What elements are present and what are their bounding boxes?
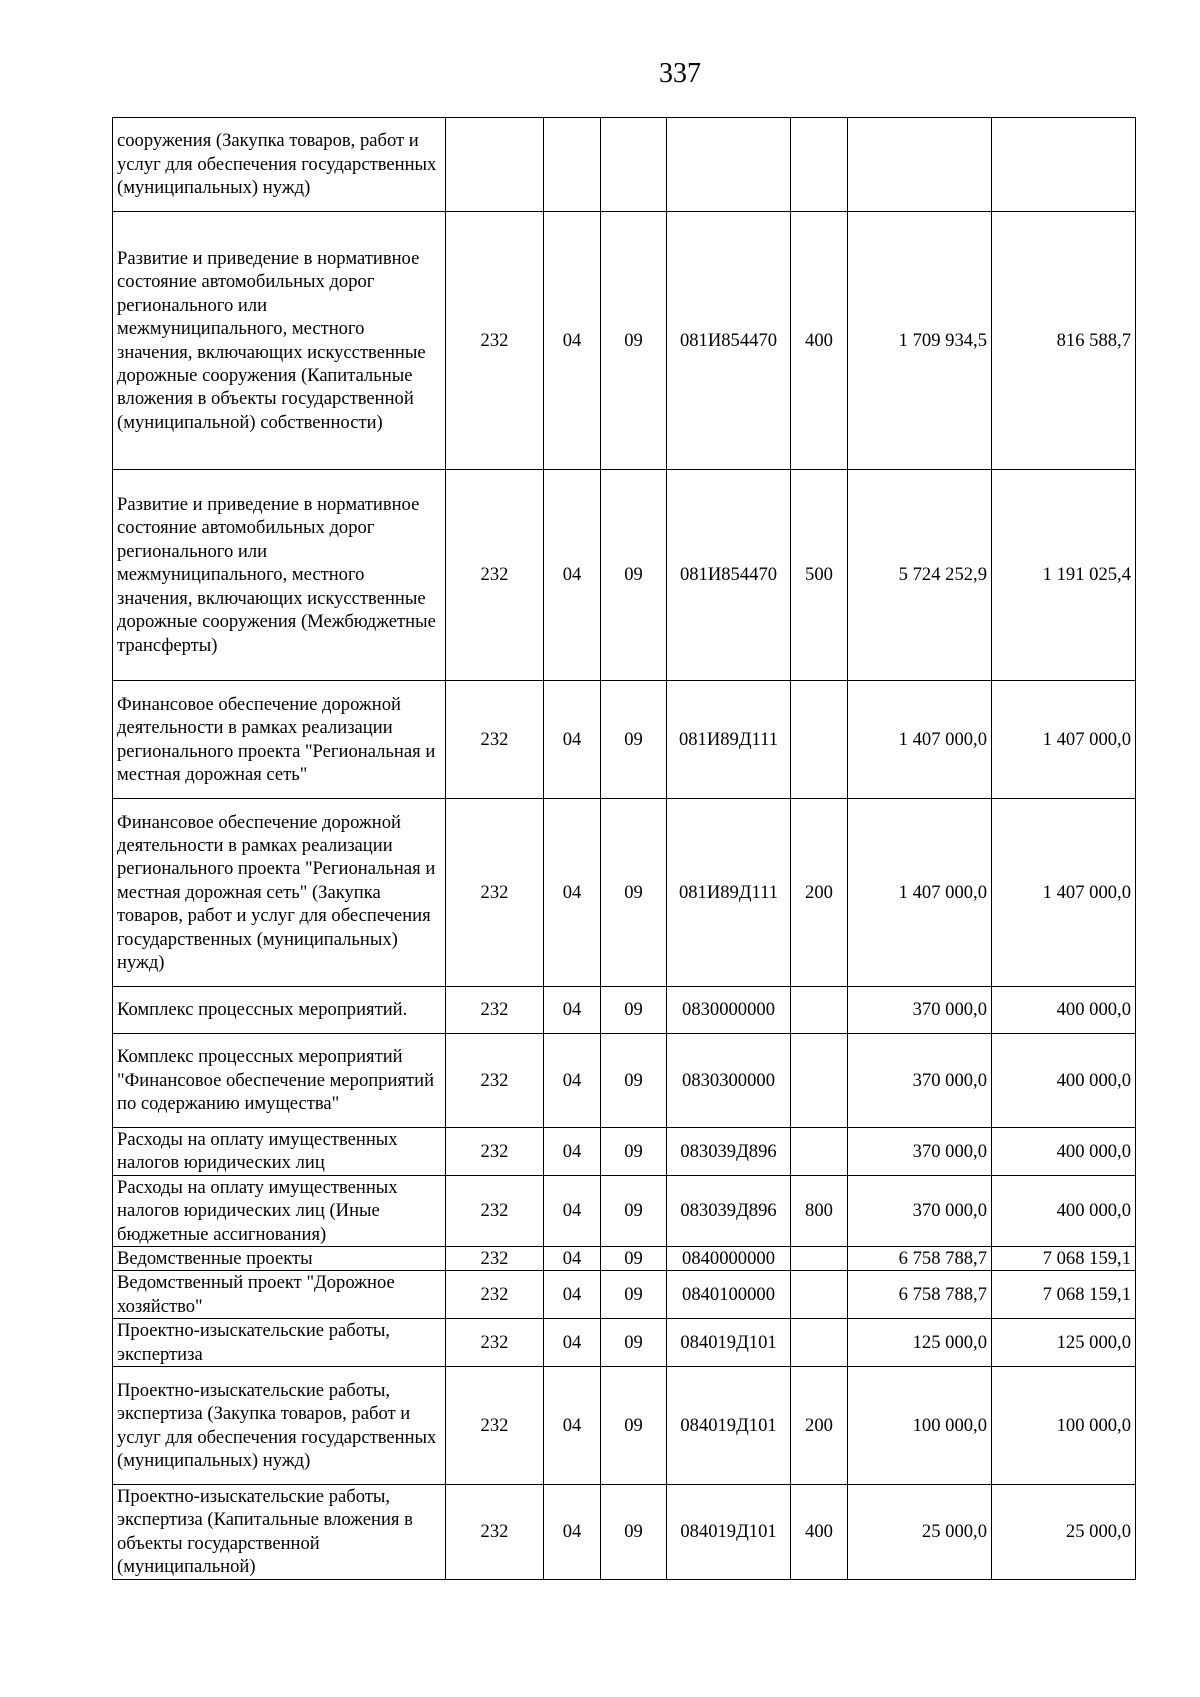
row-name-cell: Расходы на оплату имущественных налогов юридических лиц [113, 1128, 446, 1176]
target-article-cell: 083039Д896 [667, 1128, 791, 1176]
row-name-cell: Проектно-изыскательские работы, экспертиза [113, 1319, 446, 1367]
expense-type-cell [791, 1247, 848, 1271]
amount-year1-cell: 6 758 788,7 [848, 1247, 992, 1271]
grbs-cell: 232 [446, 799, 544, 987]
target-article-cell: 081И854470 [667, 212, 791, 470]
section-cell: 04 [544, 799, 601, 987]
subsection-cell: 09 [601, 681, 667, 799]
target-article-cell: 081И854470 [667, 470, 791, 681]
target-article-cell: 0840000000 [667, 1247, 791, 1271]
subsection-cell: 09 [601, 1034, 667, 1128]
amount-year1-cell: 1 407 000,0 [848, 681, 992, 799]
table-row [113, 1247, 1136, 1271]
amount-year2-cell: 125 000,0 [992, 1319, 1136, 1367]
expense-type-cell [791, 681, 848, 799]
grbs-cell [446, 118, 544, 212]
row-name-cell: Комплекс процессных мероприятий "Финансовое обеспечение мероприятий по содержанию имущества" [113, 1034, 446, 1128]
table-row [113, 1367, 1136, 1485]
target-article-cell: 0840100000 [667, 1271, 791, 1319]
section-cell: 04 [544, 987, 601, 1034]
section-cell: 04 [544, 1319, 601, 1367]
expense-type-cell: 800 [791, 1175, 848, 1246]
target-article-cell: 0830300000 [667, 1034, 791, 1128]
subsection-cell: 09 [601, 1271, 667, 1319]
table-row [113, 212, 1136, 470]
target-article-cell: 0830000000 [667, 987, 791, 1034]
grbs-cell: 232 [446, 1485, 544, 1580]
expense-type-cell: 200 [791, 799, 848, 987]
target-article-cell: 084019Д101 [667, 1367, 791, 1485]
amount-year2-cell: 7 068 159,1 [992, 1247, 1136, 1271]
expense-type-cell [791, 1128, 848, 1176]
row-name-cell: Комплекс процессных мероприятий. [113, 987, 446, 1034]
amount-year2-cell: 400 000,0 [992, 1034, 1136, 1128]
amount-year2-cell: 1 191 025,4 [992, 470, 1136, 681]
amount-year1-cell: 370 000,0 [848, 1128, 992, 1176]
table-row [113, 681, 1136, 799]
table-row [113, 470, 1136, 681]
budget-table [112, 117, 1136, 1580]
grbs-cell: 232 [446, 470, 544, 681]
subsection-cell: 09 [601, 1485, 667, 1580]
target-article-cell: 084019Д101 [667, 1319, 791, 1367]
amount-year2-cell: 400 000,0 [992, 1175, 1136, 1246]
grbs-cell: 232 [446, 1128, 544, 1176]
subsection-cell: 09 [601, 1128, 667, 1176]
amount-year2-cell: 400 000,0 [992, 1128, 1136, 1176]
amount-year1-cell: 125 000,0 [848, 1319, 992, 1367]
table-row [113, 1271, 1136, 1319]
amount-year1-cell: 370 000,0 [848, 1175, 992, 1246]
section-cell: 04 [544, 1485, 601, 1580]
expense-type-cell [791, 1034, 848, 1128]
grbs-cell: 232 [446, 681, 544, 799]
amount-year1-cell: 100 000,0 [848, 1367, 992, 1485]
grbs-cell: 232 [446, 1034, 544, 1128]
amount-year2-cell: 7 068 159,1 [992, 1271, 1136, 1319]
table-row [113, 1034, 1136, 1128]
target-article-cell: 081И89Д111 [667, 681, 791, 799]
subsection-cell: 09 [601, 1175, 667, 1246]
section-cell: 04 [544, 1175, 601, 1246]
grbs-cell: 232 [446, 1271, 544, 1319]
section-cell: 04 [544, 681, 601, 799]
amount-year2-cell: 25 000,0 [992, 1485, 1136, 1580]
amount-year1-cell: 6 758 788,7 [848, 1271, 992, 1319]
section-cell: 04 [544, 1247, 601, 1271]
grbs-cell: 232 [446, 1319, 544, 1367]
subsection-cell [601, 118, 667, 212]
expense-type-cell [791, 118, 848, 212]
section-cell [544, 118, 601, 212]
target-article-cell: 084019Д101 [667, 1485, 791, 1580]
grbs-cell: 232 [446, 1175, 544, 1246]
table-row [113, 1128, 1136, 1176]
row-name-cell: Развитие и приведение в нормативное состояние автомобильных дорог регионального или межмуниципального, местного значения, включающих искусственные дорожные сооружения (Капитальные вложения в объекты государственной (муниципальной) собственности) [113, 212, 446, 470]
subsection-cell: 09 [601, 987, 667, 1034]
expense-type-cell: 200 [791, 1367, 848, 1485]
amount-year1-cell [848, 118, 992, 212]
amount-year2-cell: 1 407 000,0 [992, 799, 1136, 987]
section-cell: 04 [544, 470, 601, 681]
row-name-cell: Ведомственный проект "Дорожное хозяйство" [113, 1271, 446, 1319]
target-article-cell: 081И89Д111 [667, 799, 791, 987]
amount-year2-cell: 816 588,7 [992, 212, 1136, 470]
grbs-cell: 232 [446, 1247, 544, 1271]
amount-year1-cell: 370 000,0 [848, 987, 992, 1034]
grbs-cell: 232 [446, 987, 544, 1034]
table-row [113, 799, 1136, 987]
amount-year1-cell: 1 709 934,5 [848, 212, 992, 470]
subsection-cell: 09 [601, 1319, 667, 1367]
target-article-cell [667, 118, 791, 212]
row-name-cell: Финансовое обеспечение дорожной деятельности в рамках реализации регионального проекта "Региональная и местная дорожная сеть" (Закупка товаров, работ и услуг для обеспечения государственных (муниципальных) нужд) [113, 799, 446, 987]
table-row [113, 987, 1136, 1034]
expense-type-cell: 500 [791, 470, 848, 681]
row-name-cell: Расходы на оплату имущественных налогов юридических лиц (Иные бюджетные ассигнования) [113, 1175, 446, 1246]
row-name-cell: Ведомственные проекты [113, 1247, 446, 1271]
amount-year2-cell: 100 000,0 [992, 1367, 1136, 1485]
amount-year1-cell: 5 724 252,9 [848, 470, 992, 681]
grbs-cell: 232 [446, 1367, 544, 1485]
table-row [113, 1319, 1136, 1367]
row-name-cell: сооружения (Закупка товаров, работ и услуг для обеспечения государственных (муниципальных) нужд) [113, 118, 446, 212]
amount-year1-cell: 370 000,0 [848, 1034, 992, 1128]
section-cell: 04 [544, 212, 601, 470]
page-number: 337 [659, 58, 701, 89]
amount-year1-cell: 25 000,0 [848, 1485, 992, 1580]
expense-type-cell [791, 987, 848, 1034]
table-row [113, 1485, 1136, 1580]
row-name-cell: Развитие и приведение в нормативное состояние автомобильных дорог регионального или межмуниципального, местного значения, включающих искусственные дорожные сооружения (Межбюджетные трансферты) [113, 470, 446, 681]
subsection-cell: 09 [601, 470, 667, 681]
section-cell: 04 [544, 1367, 601, 1485]
amount-year2-cell: 400 000,0 [992, 987, 1136, 1034]
row-name-cell: Проектно-изыскательские работы, экспертиза (Капитальные вложения в объекты государственной (муниципальной) [113, 1485, 446, 1580]
expense-type-cell: 400 [791, 212, 848, 470]
expense-type-cell [791, 1271, 848, 1319]
amount-year2-cell [992, 118, 1136, 212]
subsection-cell: 09 [601, 799, 667, 987]
section-cell: 04 [544, 1034, 601, 1128]
row-name-cell: Проектно-изыскательские работы, экспертиза (Закупка товаров, работ и услуг для обеспечения государственных (муниципальных) нужд) [113, 1367, 446, 1485]
subsection-cell: 09 [601, 1247, 667, 1271]
amount-year2-cell: 1 407 000,0 [992, 681, 1136, 799]
subsection-cell: 09 [601, 212, 667, 470]
expense-type-cell [791, 1319, 848, 1367]
row-name-cell: Финансовое обеспечение дорожной деятельности в рамках реализации регионального проекта "Региональная и местная дорожная сеть" [113, 681, 446, 799]
expense-type-cell: 400 [791, 1485, 848, 1580]
section-cell: 04 [544, 1271, 601, 1319]
section-cell: 04 [544, 1128, 601, 1176]
subsection-cell: 09 [601, 1367, 667, 1485]
table-row [113, 1175, 1136, 1246]
grbs-cell: 232 [446, 212, 544, 470]
table-row [113, 118, 1136, 212]
target-article-cell: 083039Д896 [667, 1175, 791, 1246]
amount-year1-cell: 1 407 000,0 [848, 799, 992, 987]
